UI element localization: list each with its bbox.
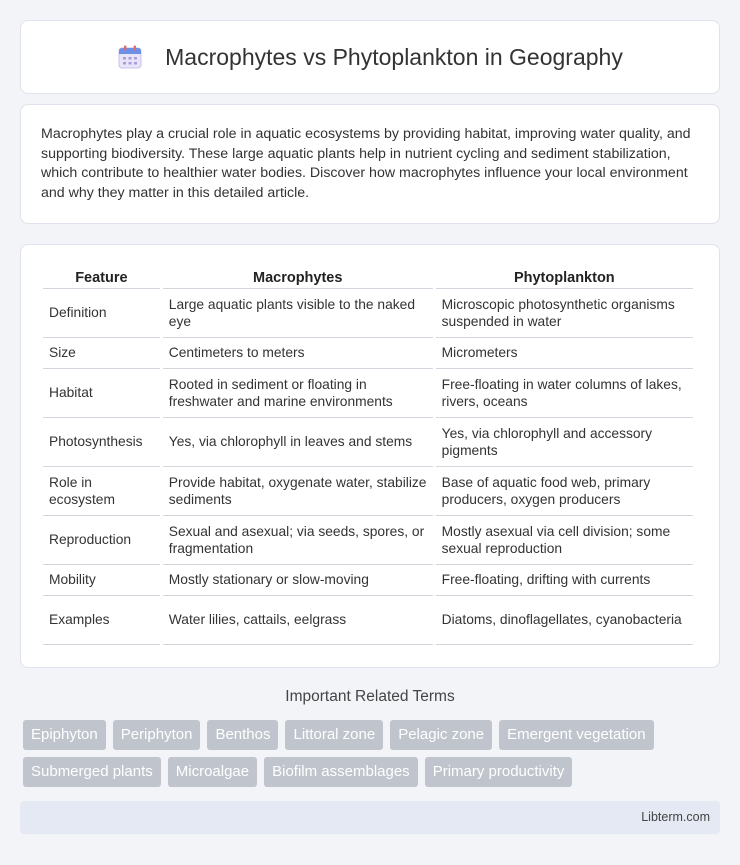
related-term-tag[interactable]: Primary productivity [425,757,573,787]
related-terms-title: Important Related Terms [285,688,455,705]
cell-macrophytes: Provide habitat, oxygenate water, stabilize sediments [163,467,433,516]
comparison-table-card [20,244,720,668]
cell-macrophytes: Yes, via chlorophyll in leaves and stems [163,418,433,467]
cell-feature: Habitat [43,369,160,418]
table-row [43,565,693,596]
cell-macrophytes: Water lilies, cattails, eelgrass [163,596,433,645]
related-term-tag[interactable]: Periphyton [113,720,201,750]
header-macrophytes: Macrophytes [163,263,433,289]
related-term-tag[interactable]: Emergent vegetation [499,720,653,750]
table-row [43,596,693,645]
cell-macrophytes: Large aquatic plants visible to the naked eye [163,289,433,338]
comparison-table [40,263,696,645]
footer [20,801,720,834]
cell-macrophytes: Centimeters to meters [163,338,433,369]
cell-feature: Role in ecosystem [43,467,160,516]
cell-macrophytes: Mostly stationary or slow-moving [163,565,433,596]
table-header-row [43,263,693,289]
cell-phytoplankton: Yes, via chlorophyll and accessory pigments [436,418,693,467]
table-row [43,338,693,369]
related-term-tag[interactable]: Epiphyton [23,720,106,750]
table-row [43,289,693,338]
table-row [43,418,693,467]
cell-feature: Definition [43,289,160,338]
table-row [43,516,693,565]
table-row [43,369,693,418]
related-term-tag[interactable]: Pelagic zone [390,720,492,750]
related-term-tag[interactable]: Microalgae [168,757,257,787]
related-term-tag[interactable]: Benthos [207,720,278,750]
cell-feature: Reproduction [43,516,160,565]
cell-phytoplankton: Diatoms, dinoflagellates, cyanobacteria [436,596,693,645]
cell-phytoplankton: Free-floating in water columns of lakes, rivers, oceans [436,369,693,418]
cell-feature: Size [43,338,160,369]
table-row [43,467,693,516]
title-card [20,20,720,94]
page-title: Macrophytes vs Phytoplankton in Geography [165,43,623,70]
cell-phytoplankton: Base of aquatic food web, primary producers, oxygen producers [436,467,693,516]
cell-macrophytes: Rooted in sediment or floating in freshwater and marine environments [163,369,433,418]
cell-feature: Examples [43,596,160,645]
related-term-tag[interactable]: Submerged plants [23,757,161,787]
cell-phytoplankton: Micrometers [436,338,693,369]
related-terms-list [23,720,723,787]
footer-site[interactable]: Libterm.com [641,810,710,824]
calendar-icon [117,44,143,70]
cell-macrophytes: Sexual and asexual; via seeds, spores, or fragmentation [163,516,433,565]
cell-phytoplankton: Mostly asexual via cell division; some sexual reproduction [436,516,693,565]
header-feature: Feature [43,263,160,289]
intro-card [20,104,720,224]
cell-phytoplankton: Free-floating, drifting with currents [436,565,693,596]
cell-feature: Photosynthesis [43,418,160,467]
cell-feature: Mobility [43,565,160,596]
related-term-tag[interactable]: Littoral zone [285,720,383,750]
header-phytoplankton: Phytoplankton [436,263,693,289]
cell-phytoplankton: Microscopic photosynthetic organisms suspended in water [436,289,693,338]
related-term-tag[interactable]: Biofilm assemblages [264,757,418,787]
intro-text: Macrophytes play a crucial role in aquatic ecosystems by providing habitat, improving water quality, and supporting biodiversity. These large aquatic plants help in nutrient cycling and sediment stabilization, which contribute to healthier water bodies. Discover how macrophytes influence your local environment and why they matter in this detailed article. [41,126,691,201]
